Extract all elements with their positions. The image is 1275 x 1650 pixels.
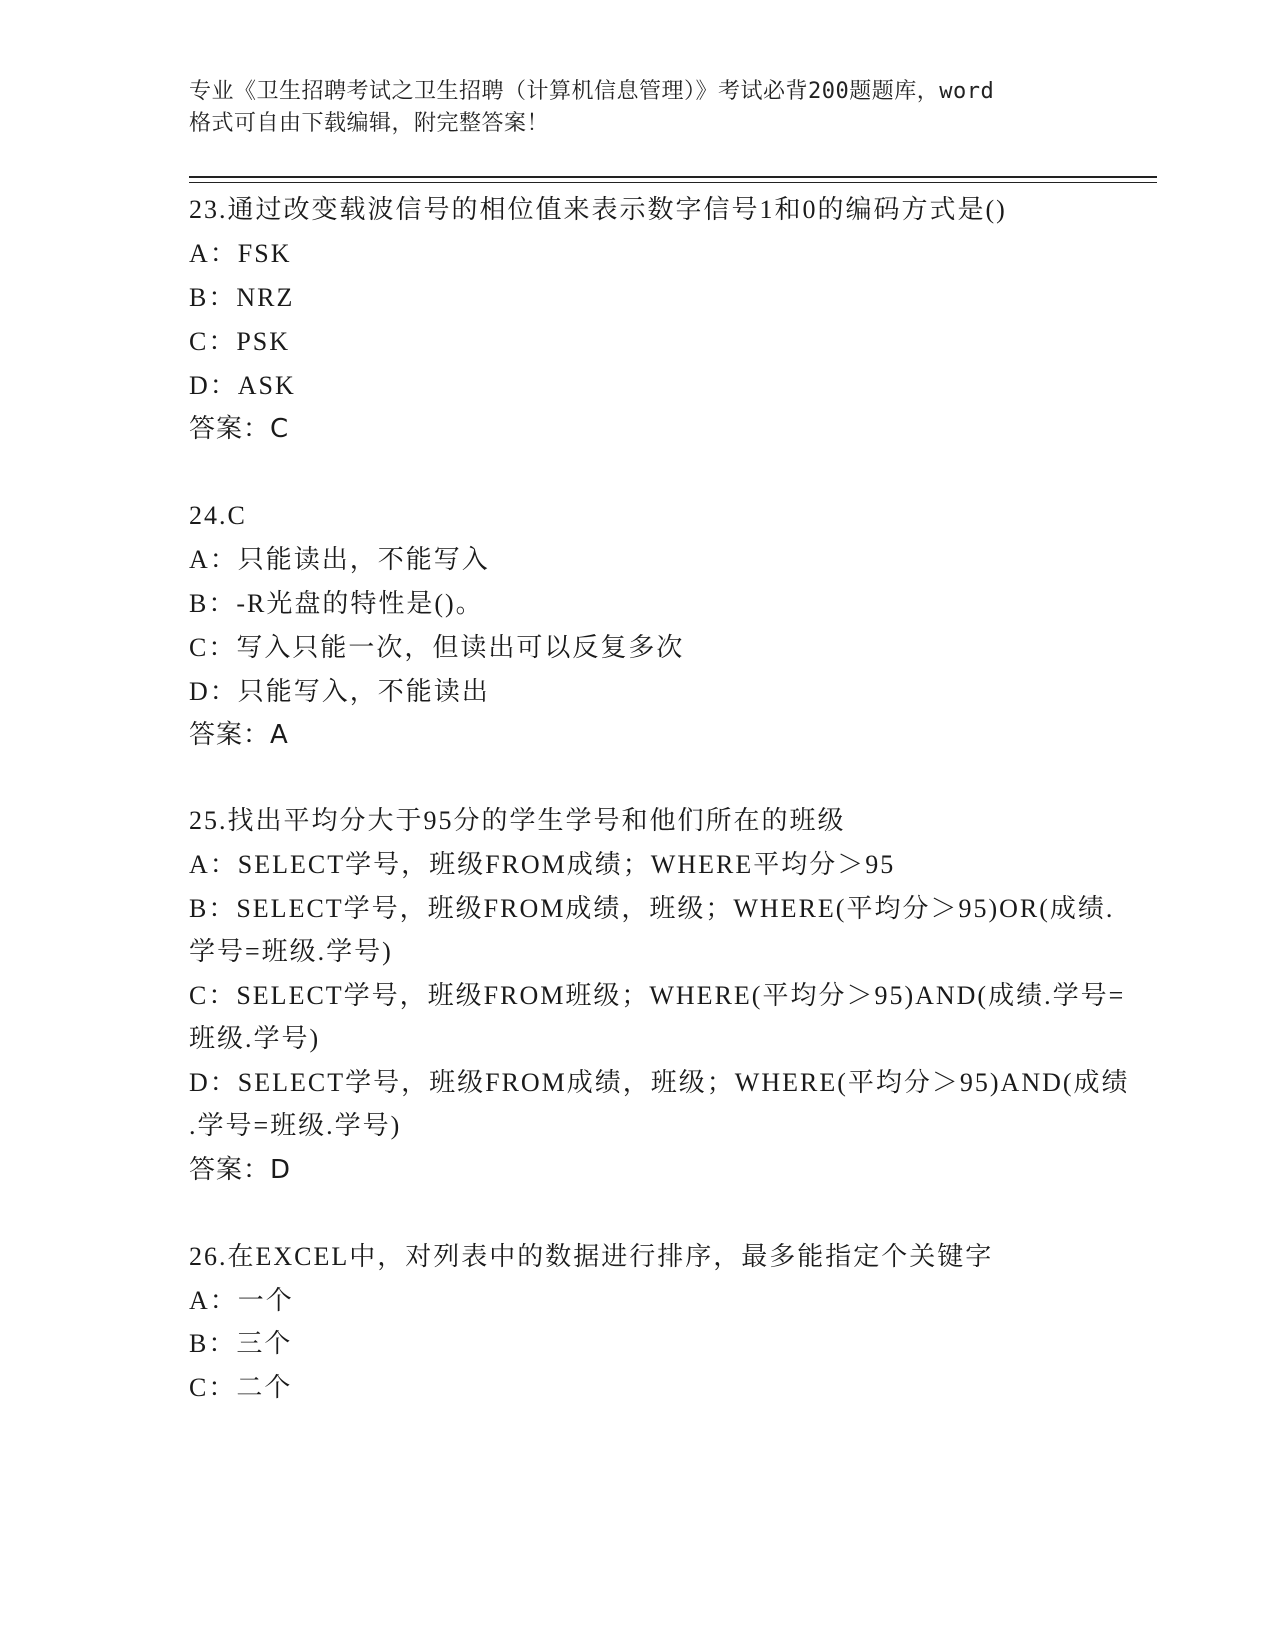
option-b: B：NRZ [189, 283, 295, 312]
question-stem: 25.找出平均分大于95分的学生学号和他们所在的班级 [189, 806, 846, 835]
option-b: B：SELECT学号，班级FROM成绩，班级；WHERE(平均分＞95)OR(成绩. [189, 894, 1115, 923]
option-c: C：二个 [189, 1373, 293, 1402]
option-a: A：SELECT学号，班级FROM成绩；WHERE平均分＞95 [189, 850, 896, 879]
document-header [189, 76, 1089, 140]
option-d: D：ASK [189, 371, 296, 400]
question-stem: 23.通过改变载波信号的相位值来表示数字信号1和0的编码方式是() [189, 195, 1007, 224]
option-b: B：-R光盘的特性是()。 [189, 589, 484, 618]
option-a: A：FSK [189, 239, 292, 268]
option-d: D：SELECT学号，班级FROM成绩，班级；WHERE(平均分＞95)AND(成绩 [189, 1068, 1130, 1097]
option-c-continued: 班级.学号) [189, 1024, 321, 1053]
option-a: A：一个 [189, 1286, 294, 1315]
answer-line: 答案：D [189, 1155, 292, 1185]
option-a: A：只能读出，不能写入 [189, 545, 490, 574]
option-d: D：只能写入，不能读出 [189, 677, 490, 706]
option-c: C：SELECT学号，班级FROM班级；WHERE(平均分＞95)AND(成绩.学号= [189, 981, 1126, 1010]
answer-line: 答案：A [189, 720, 289, 750]
header-divider-thin [189, 182, 1157, 183]
option-b: B：三个 [189, 1329, 293, 1358]
header-divider [189, 176, 1157, 178]
option-c: C：PSK [189, 327, 291, 356]
answer-line: 答案：C [189, 414, 290, 444]
header-line-1: 专业《卫生招聘考试之卫生招聘（计算机信息管理）》考试必背200题题库，word [189, 79, 995, 104]
option-b-continued: 学号=班级.学号) [189, 937, 393, 966]
question-stem: 24.C [189, 501, 247, 530]
option-d-continued: .学号=班级.学号) [189, 1111, 402, 1140]
header-line-2: 格式可自由下载编辑，附完整答案！ [189, 111, 550, 136]
option-c: C：写入只能一次，但读出可以反复多次 [189, 633, 685, 662]
question-stem: 26.在EXCEL中，对列表中的数据进行排序，最多能指定个关键字 [189, 1242, 994, 1271]
